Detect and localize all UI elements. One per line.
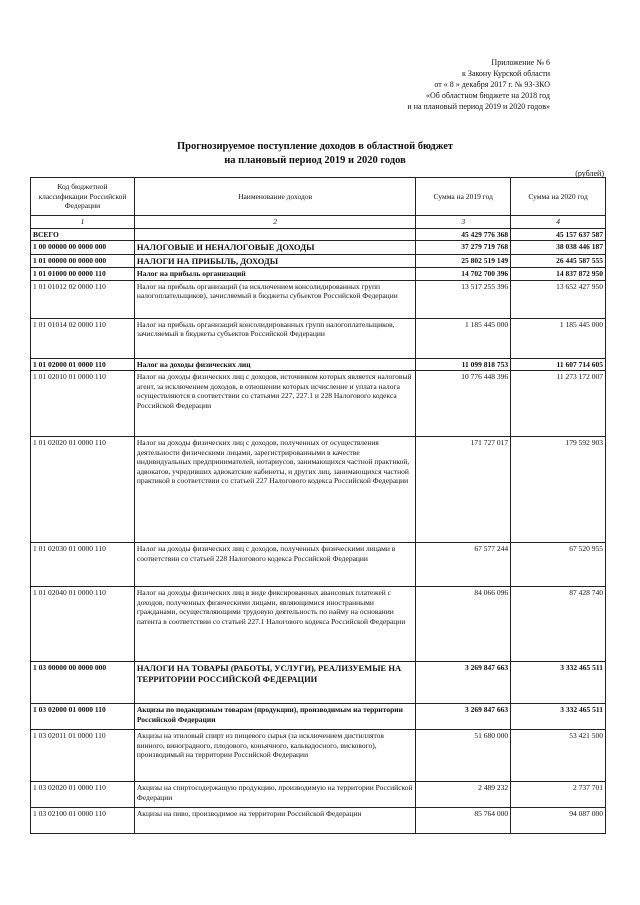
row-2020: 53 421 500 bbox=[511, 730, 606, 782]
header-code: Код бюджетной классификации Российской Федерации bbox=[31, 178, 135, 216]
header-2020: Сумма на 2020 год bbox=[511, 178, 606, 216]
document-title bbox=[90, 140, 540, 168]
row-2020: 26 445 587 555 bbox=[511, 254, 606, 268]
table-row bbox=[31, 280, 606, 318]
table-row bbox=[31, 704, 606, 730]
appendix-line: к Закону Курской области bbox=[462, 69, 550, 78]
row-2020: 94 087 000 bbox=[511, 808, 606, 834]
row-name: НАЛОГИ НА ТОВАРЫ (РАБОТЫ, УСЛУГИ), РЕАЛИЗУЕМЫЕ НА ТЕРРИТОРИИ РОССИЙСКОЙ ФЕДЕРАЦИИ bbox=[134, 662, 415, 704]
row-2019: 37 279 719 768 bbox=[416, 241, 511, 255]
row-2019: 85 764 000 bbox=[416, 808, 511, 834]
row-2019: 2 489 232 bbox=[416, 782, 511, 808]
table-row bbox=[31, 254, 606, 268]
row-2019: 1 185 445 000 bbox=[416, 318, 511, 358]
row-2020: 3 332 465 511 bbox=[511, 662, 606, 704]
header-2019: Сумма на 2019 год bbox=[416, 178, 511, 216]
row-2020: 38 038 446 187 bbox=[511, 241, 606, 255]
row-2019: 11 099 818 753 bbox=[416, 358, 511, 371]
row-name: Акцизы на спиртосодержащую продукцию, производимую на территории Российской Федерации bbox=[134, 782, 415, 808]
row-2020: 179 592 903 bbox=[511, 437, 606, 543]
row-2019: 10 776 448 396 bbox=[416, 371, 511, 437]
row-code: 1 03 02000 01 0000 110 bbox=[31, 704, 135, 730]
table-row bbox=[31, 662, 606, 704]
row-2019: 3 269 847 663 bbox=[416, 662, 511, 704]
row-2019: 45 429 776 368 bbox=[416, 228, 511, 241]
row-code: 1 01 02020 01 0000 110 bbox=[31, 437, 135, 543]
unit-label: (рублей) bbox=[575, 169, 604, 178]
row-2020: 45 157 637 587 bbox=[511, 228, 606, 241]
row-2019: 13 517 255 396 bbox=[416, 280, 511, 318]
row-code: 1 01 01000 00 0000 110 bbox=[31, 268, 135, 281]
row-code: 1 03 00000 00 0000 000 bbox=[31, 662, 135, 704]
row-code: 1 01 00000 00 0000 000 bbox=[31, 254, 135, 268]
appendix-line: Приложение № 6 bbox=[491, 58, 550, 67]
row-name: Налог на прибыль организаций консолидированных групп налогоплательщиков, зачисляемый в бюджеты субъектов Российской Федерации bbox=[134, 318, 415, 358]
row-2020: 13 652 427 950 bbox=[511, 280, 606, 318]
table-row bbox=[31, 808, 606, 834]
col-number: 3 bbox=[416, 216, 511, 229]
col-number: 1 bbox=[31, 216, 135, 229]
row-name bbox=[134, 228, 415, 241]
appendix-header bbox=[300, 57, 550, 112]
row-name: Налог на доходы физических лиц bbox=[134, 358, 415, 371]
row-name: Акцизы по подакцизным товарам (продукции), производимым на территории Российской Федерации bbox=[134, 704, 415, 730]
header-name: Наименование доходов bbox=[134, 178, 415, 216]
row-name: Акцизы на пиво, производимое на территории Российской Федерации bbox=[134, 808, 415, 834]
row-2019: 84 066 096 bbox=[416, 587, 511, 662]
table-row bbox=[31, 730, 606, 782]
row-2019: 51 680 000 bbox=[416, 730, 511, 782]
row-code: 1 01 02010 01 0000 110 bbox=[31, 371, 135, 437]
row-2020: 11 607 714 605 bbox=[511, 358, 606, 371]
row-2020: 87 428 740 bbox=[511, 587, 606, 662]
row-name: Налог на доходы физических лиц с доходов, источником которых является налоговый агент, за исключением доходов, в отношении которых исчисление и уплата налога осуществляются в соответствии со статьями 227, 227.1 и 228 Налогового кодекса Российской Федерации bbox=[134, 371, 415, 437]
row-code: 1 03 02011 01 0000 110 bbox=[31, 730, 135, 782]
row-code: 1 01 01012 02 0000 110 bbox=[31, 280, 135, 318]
header-row bbox=[31, 178, 606, 216]
table-row bbox=[31, 318, 606, 358]
row-2020: 2 737 701 bbox=[511, 782, 606, 808]
appendix-line: «Об областном бюджете на 2018 год bbox=[426, 91, 550, 100]
col-number: 2 bbox=[134, 216, 415, 229]
revenue-table bbox=[30, 177, 606, 834]
row-2019: 25 802 519 149 bbox=[416, 254, 511, 268]
appendix-line: от « 8 » декабря 2017 г. № 93-ЗКО bbox=[434, 80, 550, 89]
table-row bbox=[31, 782, 606, 808]
row-2019: 67 577 244 bbox=[416, 543, 511, 587]
row-name: Акцизы на этиловый спирт из пищевого сырья (за исключением дистиллятов винного, виноградного, плодового, коньячного, кальвадосного, вискового), производимый на территории Российской Федерации bbox=[134, 730, 415, 782]
row-name: Налог на прибыль организаций bbox=[134, 268, 415, 281]
table-row bbox=[31, 371, 606, 437]
appendix-line: и на плановый период 2019 и 2020 годов» bbox=[407, 102, 550, 111]
row-name: НАЛОГОВЫЕ И НЕНАЛОГОВЫЕ ДОХОДЫ bbox=[134, 241, 415, 255]
col-number: 4 bbox=[511, 216, 606, 229]
title-line: Прогнозируемое поступление доходов в областной бюджет bbox=[176, 141, 454, 152]
row-2019: 14 702 700 396 bbox=[416, 268, 511, 281]
row-code: 1 01 02040 01 0000 110 bbox=[31, 587, 135, 662]
row-2020: 67 520 955 bbox=[511, 543, 606, 587]
row-code: 1 00 00000 00 0000 000 bbox=[31, 241, 135, 255]
table-row bbox=[31, 587, 606, 662]
row-code: 1 01 01014 02 0000 110 bbox=[31, 318, 135, 358]
row-code: 1 01 02000 01 0000 110 bbox=[31, 358, 135, 371]
row-2020: 11 273 172 007 bbox=[511, 371, 606, 437]
row-2020: 1 185 445 000 bbox=[511, 318, 606, 358]
row-code: 1 03 02100 01 0000 110 bbox=[31, 808, 135, 834]
row-name: Налог на доходы физических лиц в виде фиксированных авансовых платежей с доходов, полученных физическими лицами, являющимися иностранными гражданами, осуществляющими трудовую деятельность по найму на основании патента в соответствии со статьей 227.1 Налогового кодекса Российской Федерации bbox=[134, 587, 415, 662]
title-line: на плановый период 2019 и 2020 годов bbox=[224, 155, 406, 166]
table-row bbox=[31, 268, 606, 281]
table-row bbox=[31, 543, 606, 587]
column-number-row bbox=[31, 216, 606, 229]
table-row bbox=[31, 241, 606, 255]
table-row bbox=[31, 228, 606, 241]
row-code: 1 01 02030 01 0000 110 bbox=[31, 543, 135, 587]
row-code: 1 03 02020 01 0000 110 bbox=[31, 782, 135, 808]
table-row bbox=[31, 358, 606, 371]
row-name: Налог на доходы физических лиц с доходов, полученных физическими лицами в соответствии со статьей 228 Налогового кодекса Российской Федерации bbox=[134, 543, 415, 587]
row-name: Налог на прибыль организаций (за исключением консолидированных групп налогоплательщиков), зачисляемый в бюджеты субъектов Российской Федерации bbox=[134, 280, 415, 318]
row-2019: 3 269 847 663 bbox=[416, 704, 511, 730]
row-2019: 171 727 017 bbox=[416, 437, 511, 543]
row-2020: 3 332 465 511 bbox=[511, 704, 606, 730]
row-code: ВСЕГО bbox=[31, 228, 135, 241]
row-2020: 14 837 872 950 bbox=[511, 268, 606, 281]
table-row bbox=[31, 437, 606, 543]
row-name: НАЛОГИ НА ПРИБЫЛЬ, ДОХОДЫ bbox=[134, 254, 415, 268]
row-name: Налог на доходы физических лиц с доходов, полученных от осуществления деятельности физическими лицами, зарегистрированными в качестве индивидуальных предпринимателей, нотариусов, занимающихся частной практикой, адвокатов, учредивших адвокатские кабинеты, и других лиц, занимающихся частной практикой в соответствии со статьей 227 Налогового кодекса Российской Федерации bbox=[134, 437, 415, 543]
